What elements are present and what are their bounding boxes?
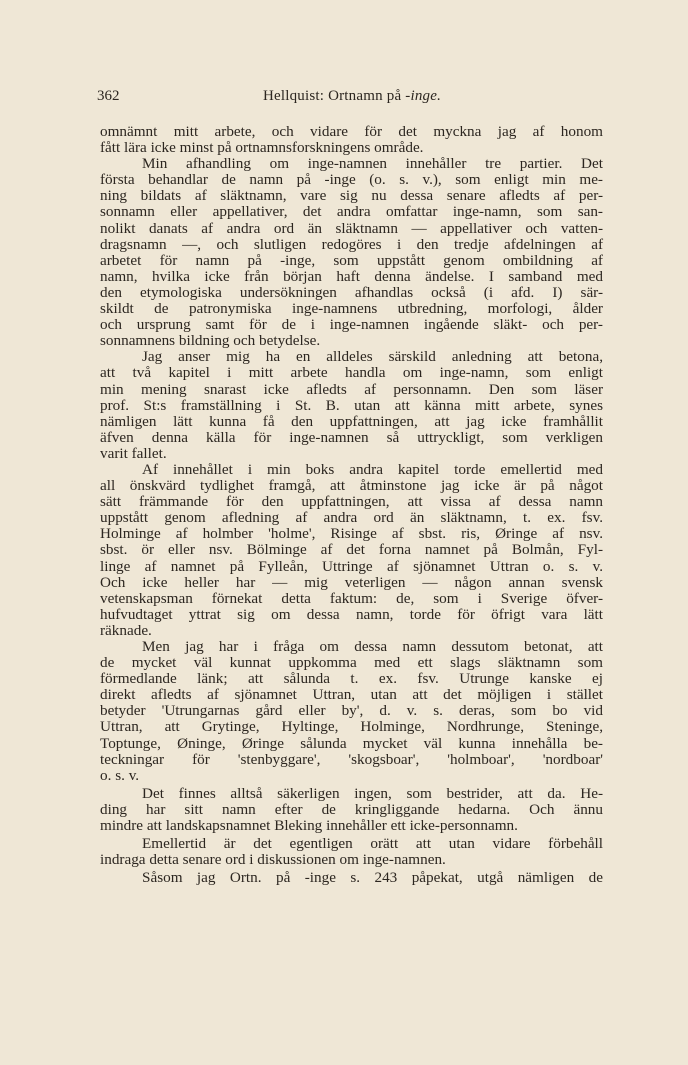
paragraph-start: Af innehållet i min boks andra kapitel torde emellertid med xyxy=(142,460,603,478)
text-line: arbetet för namn på -inge, som uppstått genom ombildning af xyxy=(100,251,603,269)
running-title-author: Hellquist: Ortnamn på xyxy=(262,88,406,104)
text-line: nämligen lätt kunna få den uppfattningen, att jag icke framhållit xyxy=(100,412,603,430)
running-title-suffix: -inge. xyxy=(405,88,442,104)
paragraph-start: Emellertid är det egentligen orätt att utan vidare förbehåll xyxy=(142,835,603,853)
text-line: all önskvärd tydlighet framgå, att åtminstone jag icke är på något xyxy=(100,477,603,495)
text-line: första behandlar de namn på -inge (o. s. v.), som enligt min me- xyxy=(100,171,603,189)
running-header xyxy=(97,88,607,108)
text-line: omnämnt mitt arbete, och vidare för det myckna jag af honom xyxy=(100,123,603,140)
text-line: skildt de patronymiska inge-namnens utbredning, morfologi, ålder xyxy=(100,300,603,318)
text-line: dragsnamn —, och slutligen redogöres i den tredje afdelningen af xyxy=(100,235,603,253)
text-line: uppstått genom afledning af andra ord än släktnamn, t. ex. fsv. xyxy=(100,509,603,527)
text-line: fått lära icke minst på ortnamnsforskningens område. xyxy=(100,139,424,157)
paragraph-start: Det finnes alltså säkerligen ingen, som bestrider, att da. He- xyxy=(142,784,603,802)
text-line: Och icke heller har — mig veterligen — någon annan svensk xyxy=(100,573,603,591)
text-line: hufvudtaget yttrat sig om dessa namn, torde för öfrigt vara lätt xyxy=(100,605,603,623)
text-line: nolikt danats af andra ord än släktnamn — appellativer och vatten- xyxy=(100,219,603,237)
text-line: ding har sitt namn efter de kringliggande hedarna. Och ännu xyxy=(100,800,603,818)
text-line: äfven denna källa för inge-namnen så uttryckligt, som verkligen xyxy=(100,428,603,446)
text-line: ning bildats af släktnamn, vare sig nu dessa senare afledts af per- xyxy=(100,187,603,205)
text-line: sonnamn eller appellativer, det andra omfattar inge-namn, som san- xyxy=(100,203,603,221)
text-line: vetenskapsman förnekat detta faktum: de, som i Sverige öfver- xyxy=(100,589,603,607)
text-line: Holminge af holmber 'holme', Risinge af sbst. ris, Øringe af nsv. xyxy=(100,525,603,543)
text-line: sbst. ör eller nsv. Bölminge af det forna namnet på Bolmån, Fyl- xyxy=(100,541,603,559)
text-line: de mycket väl kunnat uppkomma med ett slags släktnamn som xyxy=(100,654,603,672)
text-line: och ursprung samt för de i inge-namnen ingående släkt- och per- xyxy=(100,316,603,334)
text-line: o. s. v. xyxy=(100,766,140,784)
text-line: sätt främmande för den uppfattningen, att vissa af dessa namn xyxy=(100,493,603,511)
body-text xyxy=(100,124,603,886)
text-line: räknade. xyxy=(100,621,152,639)
paragraph-start: Min afhandling om inge-namnen innehåller tre partier. Det xyxy=(142,155,603,173)
running-title xyxy=(97,88,607,105)
text-line: betyder 'Utrungarnas gård eller by', d. v. s. deras, som bo vid xyxy=(100,702,603,720)
paragraph-start: Men jag har i fråga om dessa namn dessutom betonat, att xyxy=(142,638,603,655)
paragraph-start: Jag anser mig ha en alldeles särskild anledning att betona, xyxy=(142,348,603,366)
page-number: 362 xyxy=(97,88,120,104)
text-line: att två kapitel i mitt arbete handla om inge-namn, som enligt xyxy=(100,364,603,382)
text-line: Toptunge, Øninge, Øringe sålunda mycket väl kunna innehålla be- xyxy=(100,734,603,752)
text-line: förmedlande länk; att sålunda t. ex. fsv. Utrunge kanske ej xyxy=(100,670,603,688)
text-line: namn, hvilka icke från början haft denna ändelse. I samband med xyxy=(100,267,603,285)
paragraph-start: Såsom jag Ortn. på -inge s. 243 påpekat, utgå nämligen de xyxy=(142,869,603,887)
text-line: Uttran, att Grytinge, Hyltinge, Holminge, Nordhrunge, Steninge, xyxy=(100,718,603,736)
text-line: linge af namnet på Fylleån, Uttringe af sjönamnet Uttran o. s. v. xyxy=(100,557,603,575)
text-line: mindre att landskapsnamnet Bleking innehåller ett icke-personnamn. xyxy=(100,817,518,835)
text-line: varit fallet. xyxy=(100,444,167,462)
text-line: indraga detta senare ord i diskussionen om inge-namnen. xyxy=(100,851,446,869)
text-line: teckningar för 'stenbyggare', 'skogsboar', 'holmboar', 'nordboar' xyxy=(100,750,603,768)
text-line: min mening snarast icke afledts af personnamn. Den som läser xyxy=(100,380,603,398)
text-line: prof. St:s framställning i St. B. utan att känna mitt arbete, synes xyxy=(100,396,603,414)
text-line: den etymologiska undersökningen afhandlas också (i afd. I) sär- xyxy=(100,283,603,301)
text-line: sonnamnens bildning och betydelse. xyxy=(100,332,321,350)
text-line: direkt afledts af sjönamnet Uttran, utan att det möjligen i stället xyxy=(100,686,603,704)
